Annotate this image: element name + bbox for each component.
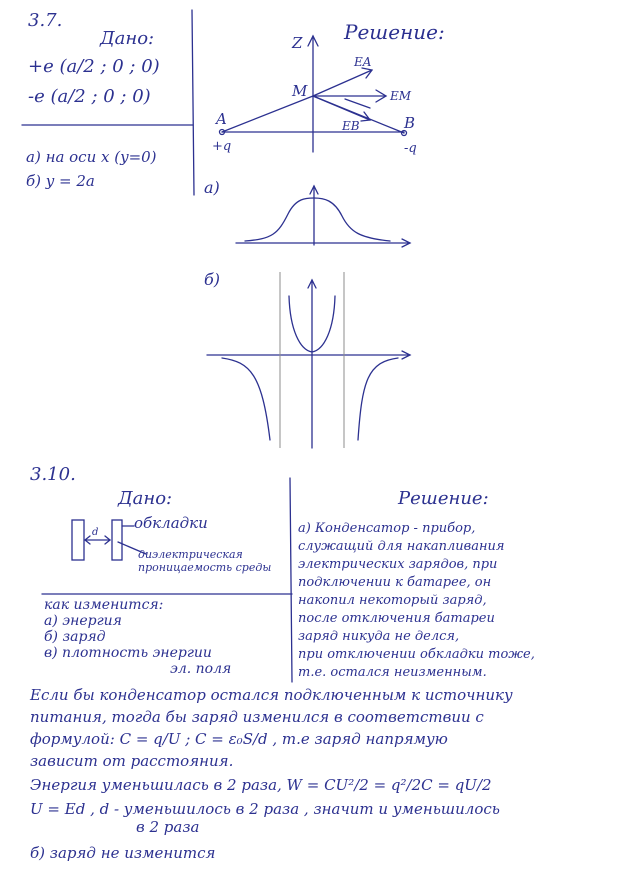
vector-eb [313, 96, 370, 120]
body-line: Энергия уменьшилась в 2 раза, W = CU²/2 = q²/2C = qU/2 [30, 776, 492, 794]
plates-distance-label: d [92, 527, 99, 538]
vertical-divider-310 [290, 478, 292, 682]
vector-ea-head [362, 68, 372, 78]
vector-ea-label: EA [354, 55, 372, 69]
solution-line: а) Конденсатор - прибор, [298, 521, 476, 536]
capacitor-plate-right [112, 520, 122, 560]
graph-a-curve [245, 198, 390, 241]
item-b-charge: б) заряд [44, 629, 106, 645]
plates-label: обкладки [134, 514, 208, 532]
find-a-37: а) на оси x (y=0) [26, 148, 157, 166]
body-line: Если бы конденсатор остался подключенным к источнику [30, 686, 513, 704]
solution-line: подключении к батарее, он [298, 575, 492, 590]
graph-a-label: а) [204, 178, 220, 197]
given-title-310: Дано: [118, 488, 173, 509]
solution-line: т.е. остался неизменным. [298, 665, 487, 680]
body-line: U = Ed , d - уменьшилось в 2 раза , значит и уменьшилось [30, 800, 500, 818]
problem-number-37: 3.7. [28, 10, 63, 31]
how-change-label: как изменится: [44, 597, 164, 613]
problem-number-310: 3.10. [30, 464, 76, 485]
solution-line: накопил некоторый заряд, [298, 593, 487, 608]
point-b-label: B [404, 114, 416, 132]
line-a-to-m [222, 96, 313, 132]
item-a-energy: а) энергия [44, 613, 122, 629]
point-m-label: M [292, 82, 308, 100]
find-b-37: б) y = 2a [26, 172, 95, 190]
solution-title-310: Решение: [398, 488, 489, 509]
vertical-divider-37 [192, 10, 194, 195]
given-plus-charge: +e (a/2 ; 0 ; 0) [28, 56, 160, 77]
solution-title-37: Решение: [344, 20, 445, 44]
body-line: б) заряд не изменится [30, 844, 216, 862]
solution-line: служащий для накапливания [298, 539, 505, 554]
graph-b-right-branch [358, 358, 398, 440]
vector-em-label: EM [390, 89, 412, 103]
item-c-density: в) плотность энергии [44, 645, 212, 661]
item-c-field: эл. поля [170, 661, 232, 677]
solution-line: при отключении обкладки тоже, [298, 647, 535, 662]
capacitor-plate-left [72, 520, 84, 560]
solution-line: электрических зарядов, при [298, 557, 498, 572]
graph-b-left-branch [222, 358, 270, 440]
body-line: формулой: C = q/U ; C = ε₀S/d , т.е заряд напрямую [30, 730, 448, 748]
dielectric-label: диэлектрическая проницаемость среды [138, 548, 272, 574]
solution-line: заряд никуда не делся, [298, 629, 460, 644]
body-line: в 2 раза [136, 818, 200, 836]
vector-eb-label: EB [342, 119, 360, 133]
given-minus-charge: -e (a/2 ; 0 ; 0) [28, 86, 151, 107]
body-line: питания, тогда бы заряд изменился в соответствии с [30, 708, 484, 726]
vector-ea [313, 70, 372, 96]
solution-line: после отключения батареи [298, 611, 495, 626]
vector-parallelogram [345, 99, 370, 108]
charge-plus-label: +q [212, 139, 232, 154]
axis-z-label: Z [292, 34, 303, 52]
charge-minus-label: -q [404, 141, 417, 156]
given-title-37: Дано: [100, 28, 155, 49]
point-a-label: A [216, 110, 227, 128]
body-line: зависит от расстояния. [30, 752, 234, 770]
graph-b-label: б) [204, 270, 221, 289]
